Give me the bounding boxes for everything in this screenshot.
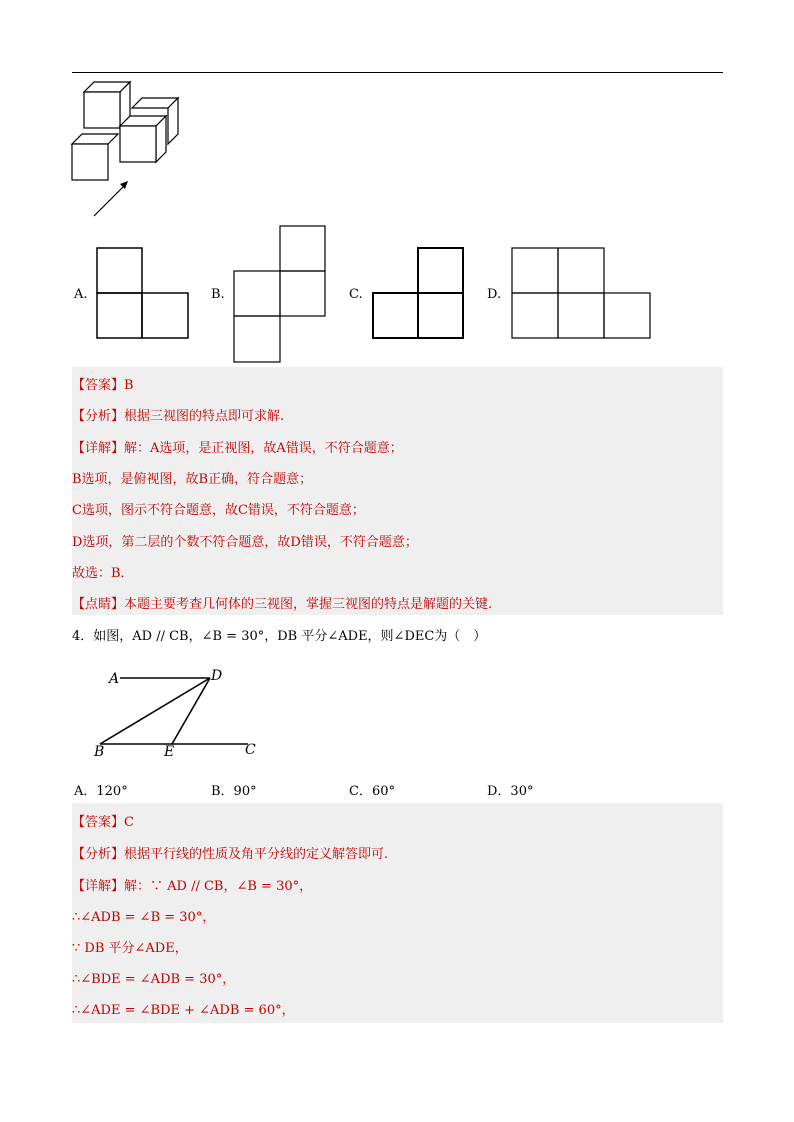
analysis-text: 根据平行线的性质及角平分线的定义解答即可.: [124, 847, 389, 862]
label-a: A: [109, 671, 120, 687]
q4-choice-c: C．60°: [349, 784, 395, 799]
option-d-label: D.: [487, 287, 502, 302]
q4-detail-line-1: [72, 875, 312, 894]
option-b-figure: [233, 225, 327, 364]
q3-comment-line: [72, 593, 492, 612]
detail-text: 解：A选项，是正视图，故A错误，不符合题意；: [124, 441, 403, 456]
q4-detail-line-3: ∵ DB 平分∠ADE，: [72, 941, 188, 956]
q3-detail-line-4: D选项，第二层的个数不符合题意，故D错误，不符合题意；: [72, 535, 418, 550]
q4-detail-line-2: ∴∠ADB = ∠B = 30°，: [72, 910, 216, 925]
detail-tag: 【详解】: [72, 879, 125, 894]
header-rule: [72, 72, 723, 73]
answer-value: C: [124, 815, 134, 830]
q3-detail-line-5: 故选：B．: [72, 566, 134, 581]
label-d: D: [211, 668, 223, 684]
analysis-text: 根据三视图的特点即可求解.: [124, 409, 285, 424]
q4-stem: 4．如图，AD // CB，∠B = 30°，DB 平分∠ADE，则∠DEC为（ ）: [72, 629, 487, 644]
q3-detail-line-2: B选项，是俯视图，故B正确，符合题意；: [72, 472, 313, 487]
label-b: B: [94, 744, 105, 760]
detail-text: 解：∵ AD // CB，∠B = 30°，: [124, 879, 313, 894]
cube-figure: [70, 78, 185, 218]
comment-text: 本题主要考查几何体的三视图，掌握三视图的特点是解题的关键.: [124, 597, 493, 612]
q3-answer-line: [72, 374, 134, 393]
analysis-tag: 【分析】: [72, 409, 125, 424]
option-c-label: C.: [349, 287, 363, 302]
answer-value: B: [124, 378, 134, 393]
q4-analysis-line: [72, 843, 388, 862]
answer-tag: 【答案】: [72, 815, 125, 830]
q3-detail-line-3: C选项，图示不符合题意，故C错误，不符合题意；: [72, 503, 365, 518]
option-b-label: B.: [211, 287, 225, 302]
option-c-figure: [371, 247, 465, 339]
label-e: E: [164, 744, 175, 760]
comment-tag: 【点睛】: [72, 597, 125, 612]
q4-answer-line: [72, 811, 134, 830]
label-c: C: [245, 742, 256, 758]
option-d-figure: [511, 247, 652, 339]
option-a-label: A.: [74, 287, 88, 302]
analysis-tag: 【分析】: [72, 847, 125, 862]
answer-tag: 【答案】: [72, 378, 125, 393]
q4-choice-a: A．120°: [74, 784, 128, 799]
q4-detail-line-5: ∴∠ADE = ∠BDE + ∠ADB = 60°，: [72, 1003, 295, 1018]
q4-geometry-figure: [90, 664, 270, 764]
q4-choice-b: B．90°: [211, 784, 257, 799]
q4-detail-line-4: ∴∠BDE = ∠ADB = 30°，: [72, 972, 236, 987]
q3-detail-line-1: [72, 437, 403, 456]
detail-tag: 【详解】: [72, 441, 125, 456]
q3-analysis-line: [72, 405, 284, 424]
option-a-figure: [96, 247, 190, 339]
q4-choice-d: D．30°: [487, 784, 534, 799]
